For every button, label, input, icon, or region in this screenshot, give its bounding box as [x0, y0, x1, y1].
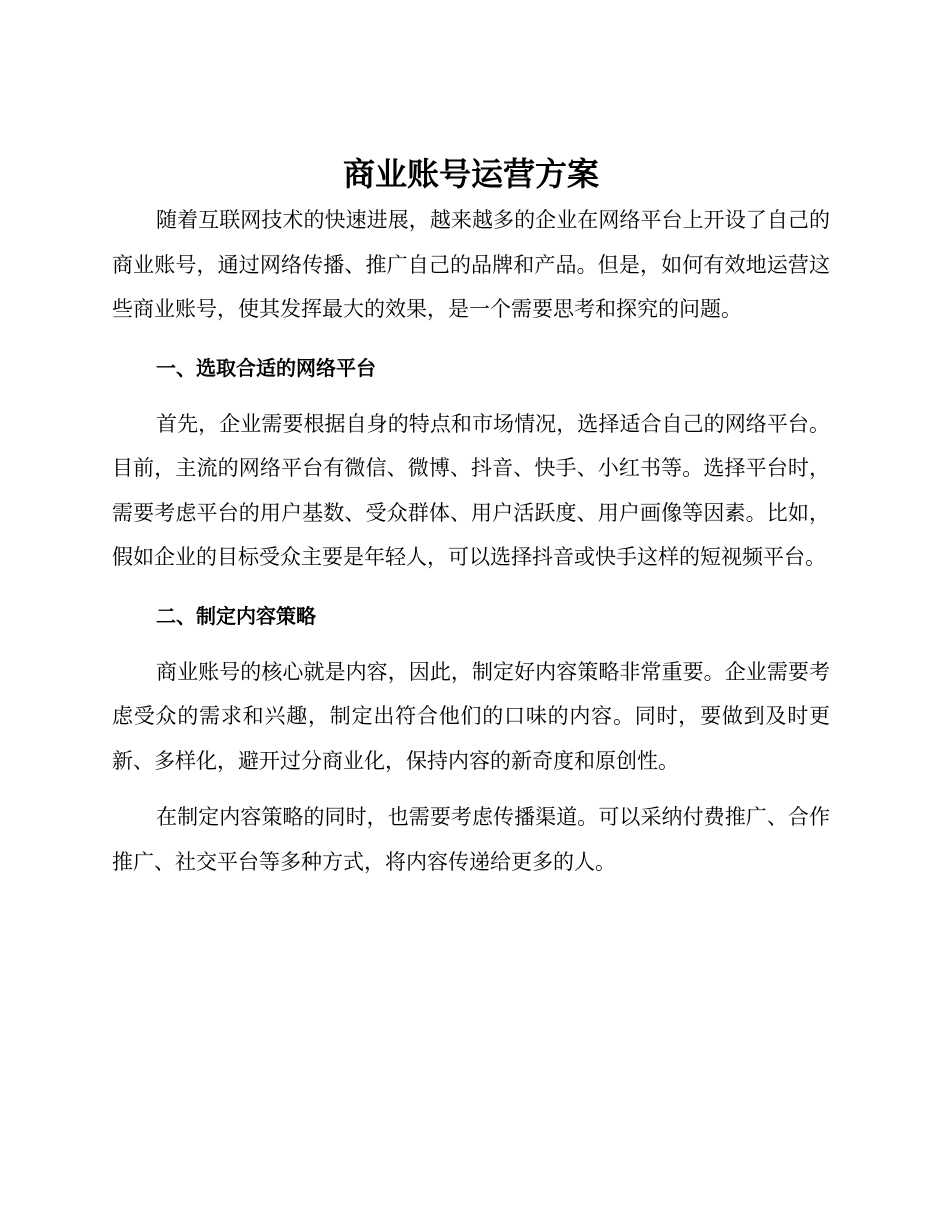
section-heading-platform: 一、选取合适的网络平台 [156, 355, 376, 380]
section-heading-content-strategy: 二、制定内容策略 [156, 603, 316, 628]
spacer [112, 332, 830, 346]
spacer [112, 783, 830, 795]
document-title: 商业账号运营方案 [342, 155, 599, 193]
spacer [112, 580, 830, 594]
intro-paragraph: 随着互联网技术的快速进展，越来越多的企业在网络平台上开设了自己的商业账号，通过网络传播、推广自己的品牌和产品。但是，如何有效地运营这些商业账号，使其发挥最大的效果，是一个需要思考和探究的问题。 [112, 208, 830, 321]
section-paragraph: 商业账号的核心就是内容，因此，制定好内容策略非常重要。企业需要考虑受众的需求和兴趣，制定出符合他们的口味的内容。同时，要做到及时更新、多样化，避开过分商业化，保持内容的新奇度和原创性。 [112, 659, 830, 773]
spacer [112, 390, 830, 402]
section-paragraph: 在制定内容策略的同时，也需要考虑传播渠道。可以采纳付费推广、合作推广、社交平台等多种方式，将内容传递给更多的人。 [112, 805, 830, 874]
section-paragraph: 首先，企业需要根据自身的特点和市场情况，选择适合自己的网络平台。目前，主流的网络平台有微信、微博、抖音、快手、小红书等。选择平台时，需要考虑平台的用户基数、受众群体、用户活跃度、用户画像等因素。比如，假如企业的目标受众主要是年轻人，可以选择抖音或快手这样的短视频平台。 [112, 411, 830, 569]
spacer [112, 638, 830, 650]
